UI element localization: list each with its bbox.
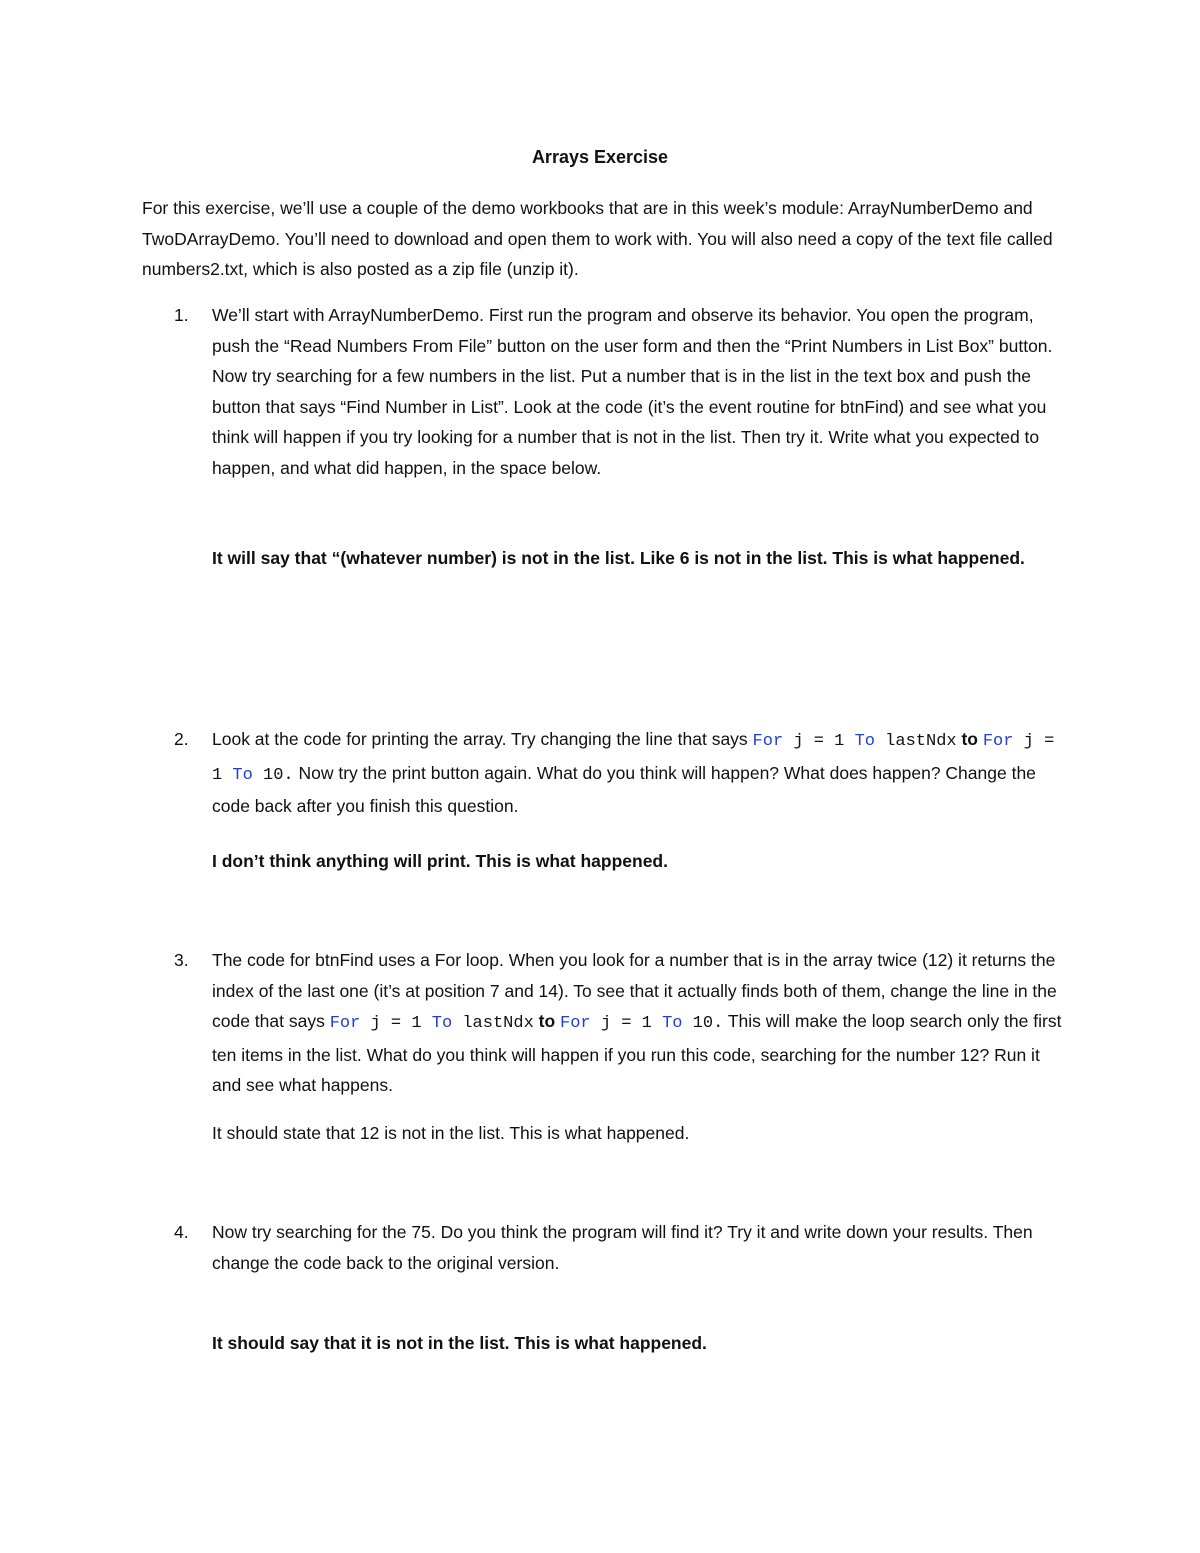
question-text: We’ll start with ArrayNumberDemo. First run the program and observe its behavior. You open the program, push the “Read Numbers From File” button on the user form and then the “Print Numbers in List Box” button. Now try searching for a few numbers in the list. Put a number that is in the list in the text box and push the button that says “Find Number in List”. Look at the code (it’s the event routine for btnFind) and see what you think will happen if you try looking for a number that is not in the list. Then try it. Write what you expected to happen, and what did happen, in the space below. <box>212 305 1053 478</box>
answer-2: I don’t think anything will print. This is what happened. <box>212 851 668 871</box>
question-2 <box>142 724 1072 822</box>
code-snippet <box>330 1014 534 1033</box>
question-number: 2. <box>174 729 189 749</box>
question-text <box>212 724 1072 822</box>
code-keyword: To <box>232 765 253 785</box>
code-text: lastNdx <box>874 732 957 751</box>
code-keyword: For <box>329 1014 361 1033</box>
document-title: Arrays Exercise <box>531 147 669 167</box>
answer-4: It should say that it is not in the list. This is what happened. <box>212 1333 707 1353</box>
code-text: lastNdx <box>452 1014 534 1033</box>
code-text: j = 1 <box>783 732 855 751</box>
code-keyword: For <box>560 1014 591 1033</box>
question-3 <box>142 945 1072 1101</box>
question-number: 3. <box>174 950 189 970</box>
code-text: 10. <box>252 765 294 785</box>
answer-3: It should state that 12 is not in the list. This is what happened. <box>212 1123 690 1143</box>
question-text-part: The code for btnFind uses a For loop. When you look for a number that is in the array twice (12) it returns the index of the last one (it’s at position 7 and 14). To see that it actually finds both of them, change the line in the code that says <box>212 950 1057 1031</box>
intro-paragraph: For this exercise, we’ll use a couple of the demo workbooks that are in this week’s module: ArrayNumberDemo and TwoDArrayDemo. You’ll need to download and open them to work with. You will also need a copy of the text file called numbers2.txt, which is also posted as a zip file (unzip it). <box>142 198 1053 279</box>
code-keyword: For <box>982 732 1014 751</box>
question-number: 1. <box>174 305 189 325</box>
question-text: Now try searching for the 75. Do you think the program will find it? Try it and write down your results. Then change the code back to the original version. <box>212 1222 1033 1273</box>
question-text <box>212 945 1072 1101</box>
question-text-joiner: to <box>533 1011 561 1031</box>
code-keyword: To <box>431 1014 453 1033</box>
code-text: j = 1 <box>212 732 1055 785</box>
code-keyword: To <box>662 1014 683 1033</box>
code-keyword: To <box>854 732 875 751</box>
question-text-joiner: to <box>956 729 983 749</box>
question-text-part: This will make the loop search only the first ten items in the list. What do you think will happen if you run this code, searching for the number 12? Run it and see what happens. <box>212 1011 1062 1095</box>
question-text-part: Now try the print button again. What do you think will happen? What does happen? Change the code back after you finish this question. <box>212 762 1036 816</box>
code-snippet <box>560 1014 723 1033</box>
answer-1: It will say that “(whatever number) is not in the list. Like 6 is not in the list. This is what happened. <box>212 548 1025 568</box>
code-snippet <box>753 732 957 751</box>
question-4 <box>142 1217 1072 1278</box>
code-keyword: For <box>752 732 784 751</box>
code-text: j = 1 <box>590 1014 663 1033</box>
code-text: 10. <box>682 1014 724 1033</box>
question-text-part: Look at the code for printing the array. Try changing the line that says <box>212 729 753 749</box>
question-number: 4. <box>174 1222 189 1242</box>
code-text: j = 1 <box>360 1014 432 1033</box>
question-1 <box>142 300 1072 483</box>
